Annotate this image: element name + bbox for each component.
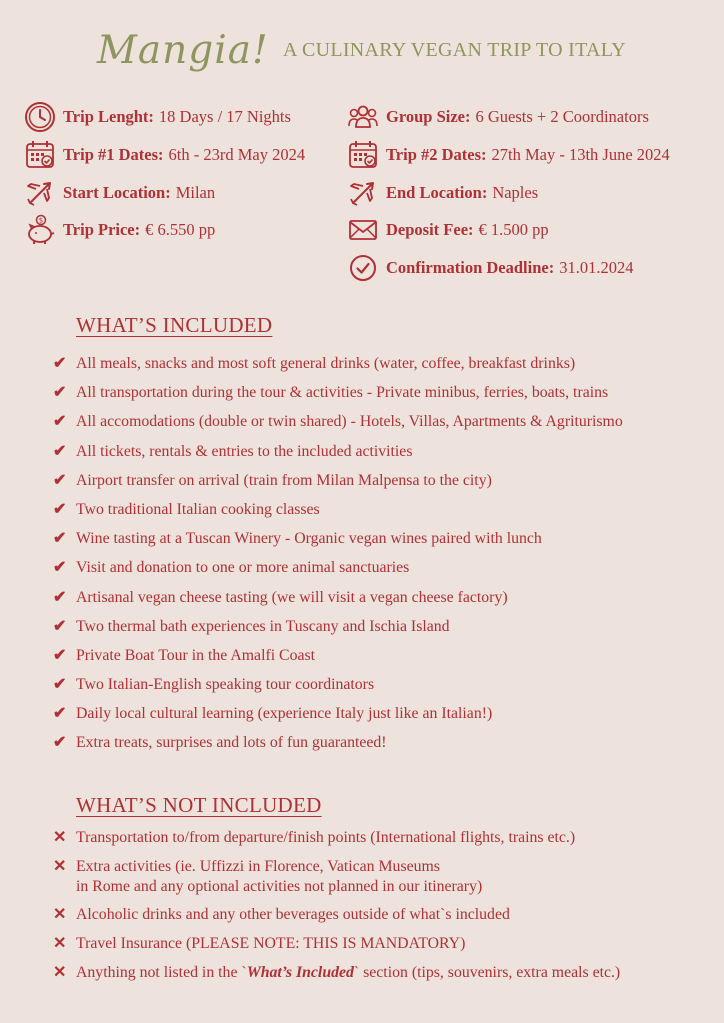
check-icon: ✔ [53,676,67,694]
check-icon: ✔ [53,442,67,460]
start-location [23,176,215,210]
excluded-list [53,828,620,992]
end-location [346,176,538,210]
group-size [346,100,649,134]
trip2-dates-value: 27th May - 13th June 2024 [491,145,670,164]
excluded-title: WHAT’S NOT INCLUDED [76,793,322,817]
trip2-dates [346,138,670,172]
check-icon: ✔ [53,500,67,518]
list-item: ✔ Private Boat Tour in the Amalfi Coast [53,646,316,664]
list-item: ✕ Transportation to/from departure/finish points (International flights, trains etc.) [53,829,576,846]
group-icon [346,100,380,134]
trip-price [23,213,215,247]
list-item: ✕ Extra activities (ie. Uffizzi in Florence, Vatican Museums in Rome and any optional activities not planned in our itinerary) [53,858,483,895]
confirmation-deadline-value: 31.01.2024 [559,258,634,277]
tagline: A CULINARY VEGAN TRIP TO ITALY [283,39,627,61]
list-item: ✔ Visit and donation to one or more animal sanctuaries [53,559,410,577]
calendar-icon [23,138,57,172]
cross-icon: ✕ [53,858,67,875]
trip-length-value: 18 Days / 17 Nights [158,107,291,126]
plane-icon [23,176,57,210]
check-icon: ✔ [53,588,67,606]
piggy-bank-icon [23,213,57,247]
deposit-fee-label: Deposit Fee: [386,220,474,239]
list-item: ✔ Two thermal bath experiences in Tuscany and Ischia Island [53,617,450,635]
included-title: WHAT’S INCLUDED [76,313,273,337]
trip2-dates-label: Trip #2 Dates: [386,145,487,164]
trip1-dates-label: Trip #1 Dates: [63,145,164,164]
check-icon: ✔ [53,355,67,372]
check-icon: ✔ [53,413,67,431]
end-location-label: End Location: [386,183,488,202]
calendar-icon [346,138,380,172]
trip-price-label: Trip Price: [63,220,141,239]
cross-icon: ✕ [53,906,67,923]
group-size-value: 6 Guests + 2 Coordinators [475,107,649,126]
check-icon: ✔ [53,471,67,489]
included-list [53,354,623,763]
check-icon: ✔ [53,384,67,402]
header [0,22,724,82]
cross-icon: ✕ [53,935,67,952]
deposit-fee [346,213,549,247]
list-item: ✔ All transportation during the tour & activities - Private minibus, ferries, boats, trains [53,384,609,402]
trip-length [23,100,291,134]
list-item: ✔ All tickets, rentals & entries to the included activities [53,442,413,460]
confirmation-deadline [346,251,633,285]
list-item: ✕ Anything not listed in the `What’s Included` section (tips, souvenirs, extra meals etc.) [53,964,621,981]
trip-price-value: € 6.550 pp [145,220,216,239]
list-item: ✔ Daily local cultural learning (experience Italy just like an Italian!) [53,705,493,723]
envelope-icon [346,213,380,247]
start-location-value: Milan [175,183,216,202]
list-item: ✔ Extra treats, surprises and lots of fun guaranteed! [53,734,387,752]
plane-icon [346,176,380,210]
trip1-dates-value: 6th - 23rd May 2024 [168,145,306,164]
start-location-label: Start Location: [63,183,171,202]
end-location-value: Naples [492,183,539,202]
check-icon: ✔ [53,705,67,723]
list-item: ✔ All meals, snacks and most soft general drinks (water, coffee, breakfast drinks) [53,355,576,372]
list-item: ✔ Two Italian-English speaking tour coordinators [53,676,375,694]
list-item: ✕ Travel Insurance (PLEASE NOTE: THIS IS MANDATORY) [53,935,466,952]
cross-icon: ✕ [53,829,67,846]
check-icon: ✔ [53,559,67,577]
check-icon: ✔ [53,530,67,548]
svg-text:$: $ [38,216,44,225]
check-icon: ✔ [53,734,67,752]
check-icon: ✔ [53,617,67,635]
cross-icon: ✕ [53,964,67,981]
list-item: ✕ Alcoholic drinks and any other beverages outside of what`s included [53,906,510,923]
check-icon: ✔ [53,646,67,664]
list-item: ✔ Airport transfer on arrival (train from Milan Malpensa to the city) [53,471,492,489]
trip-length-label: Trip Lenght: [63,107,154,126]
deposit-fee-value: € 1.500 pp [478,220,549,239]
list-item: ✔ Wine tasting at a Tuscan Winery - Organic vegan wines paired with lunch [53,530,542,548]
list-item: ✔ Artisanal vegan cheese tasting (we will visit a vegan cheese factory) [53,588,508,606]
list-item: ✔ All accomodations (double or twin shared) - Hotels, Villas, Apartments & Agriturismo [53,413,623,431]
check-circle-icon [346,251,380,285]
confirmation-deadline-label: Confirmation Deadline: [386,258,555,277]
logo: Mangia! [97,28,269,73]
list-item: ✔ Two traditional Italian cooking classes [53,500,320,518]
group-size-label: Group Size: [386,107,471,126]
clock-icon [23,100,57,134]
trip1-dates [23,138,305,172]
